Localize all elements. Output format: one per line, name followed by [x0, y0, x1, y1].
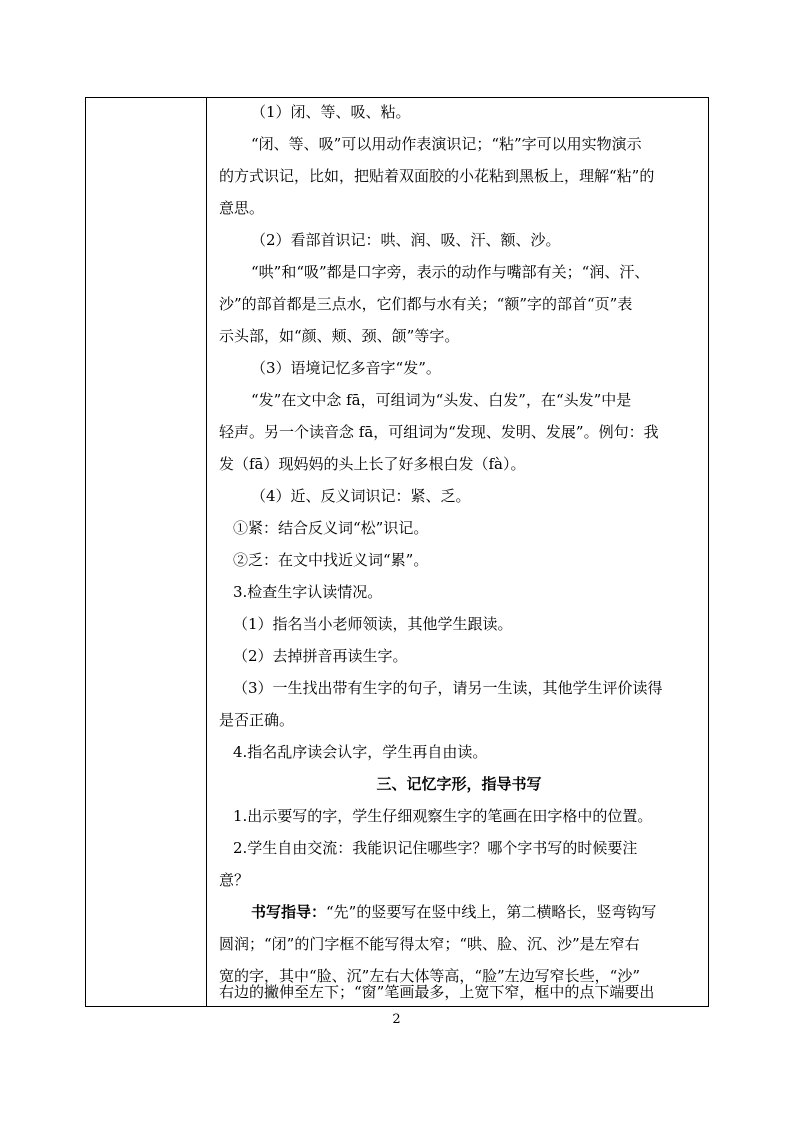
text-line: （4）近、反义词识记：紧、乏。	[251, 487, 471, 505]
text-line: （3）一生找出带有生字的句子，请另一生读，其他学生评价读得	[233, 679, 663, 697]
text-line: （1）指名当小老师领读，其他学生跟读。	[233, 615, 513, 633]
text-line: “闭、等、吸”可以用动作表演识记；“粘”字可以用实物演示	[251, 135, 642, 153]
text-line: ②乏：在文中找近义词“累”。	[233, 551, 429, 569]
text-line: （1）闭、等、吸、粘。	[251, 103, 411, 121]
text-line: 意？	[219, 871, 250, 889]
page-number: 2	[392, 1012, 401, 1027]
text-line: 右边的撇伸至左下；“窗”笔画最多，上宽下窄，框中的点下端要出	[219, 983, 655, 1001]
writing-guide-label: 书写指导：	[251, 903, 327, 921]
text-line: 意思。	[219, 199, 265, 217]
text-line: ①紧：结合反义词“松”识记。	[233, 519, 429, 537]
text-line: （3）语境记忆多音字“发”。	[251, 359, 441, 377]
text-line: “发”在文中念 fā，可组词为“头发、白发”，在“头发”中是	[251, 391, 632, 409]
text-line: （2）看部首识记：哄、润、吸、汗、额、沙。	[251, 231, 561, 249]
section-heading: 三、记忆字形，指导书写	[376, 775, 542, 793]
text-line: “哄”和“吸”都是口字旁，表示的动作与嘴部有关；“润、汗、	[251, 263, 650, 281]
text-line: （2）去掉拼音再读生字。	[233, 647, 408, 665]
text-line: 是否正确。	[219, 711, 295, 729]
text-line: 的方式识记，比如，把贴着双面胶的小花粘到黑板上，理解“粘”的	[219, 167, 655, 185]
writing-guide-text: “先”的竖要写在竖中线上，第二横略长，竖弯钩写	[326, 903, 657, 921]
text-line: 示头部，如“颜、颊、颈、颌”等字。	[219, 327, 460, 345]
text-line: 2.学生自由交流：我能识记住哪些字？哪个字书写的时候要注	[233, 839, 638, 857]
text-line: 轻声。另一个读音念 fā，可组词为“发现、发明、发展”。例句：我	[219, 423, 659, 441]
text-line: 3.检查生字认读情况。	[233, 583, 383, 601]
text-line: 沙”的部首都是三点水，它们都与水有关；“额”字的部首“页”表	[219, 295, 633, 313]
text-line: 宽的字，其中“脸、沉”左右大体等高，“脸”左边写窄长些，“沙”	[219, 967, 641, 985]
text-line: 发（fā）现妈妈的头上长了好多根白发（fà）。	[219, 455, 526, 473]
lesson-table	[85, 97, 709, 1007]
text-line: 圆润；“闭”的门字框不能写得太窄；“哄、脸、沉、沙”是左窄右	[219, 935, 640, 953]
text-line: 1.出示要写的字，学生仔细观察生字的笔画在田字格中的位置。	[233, 807, 653, 825]
text-line: 4.指名乱序读会认字，学生再自由读。	[233, 743, 488, 761]
text-line	[251, 902, 656, 922]
left-column-cell	[86, 98, 207, 1006]
